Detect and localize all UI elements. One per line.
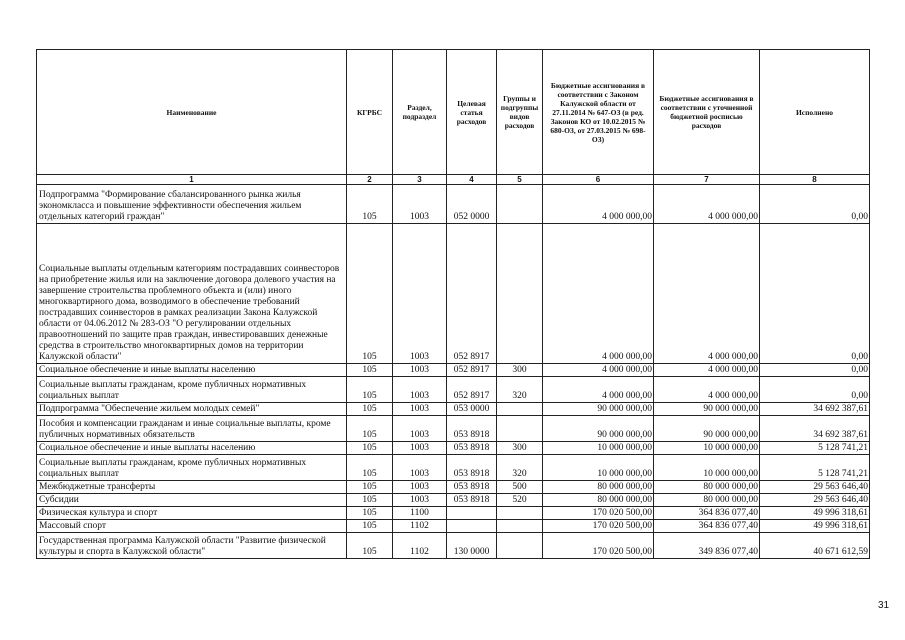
header-groups: Группы и подгруппы видов расходов	[497, 50, 543, 175]
table-row	[37, 481, 870, 494]
row-section: 1003	[393, 185, 447, 224]
row-budget-refined: 90 000 000,00	[654, 403, 760, 416]
row-budget-law: 80 000 000,00	[543, 481, 654, 494]
row-section: 1003	[393, 481, 447, 494]
row-target: 053 8918	[447, 481, 497, 494]
row-kgrbs: 105	[347, 533, 393, 559]
row-group	[497, 185, 543, 224]
row-name: Субсидии	[37, 494, 347, 507]
header-name: Наименование	[37, 50, 347, 175]
row-section: 1003	[393, 455, 447, 481]
row-kgrbs: 105	[347, 185, 393, 224]
table-row	[37, 520, 870, 533]
row-name: Межбюджетные трансферты	[37, 481, 347, 494]
column-number: 6	[543, 175, 654, 185]
column-number-row	[37, 175, 870, 185]
row-group	[497, 520, 543, 533]
row-name: Пособия и компенсации гражданам и иные социальные выплаты, кроме публичных нормативных обязательств	[37, 416, 347, 442]
row-section: 1102	[393, 520, 447, 533]
row-kgrbs: 105	[347, 507, 393, 520]
row-name: Государственная программа Калужской области "Развитие физической культуры и спорта в Калужской области"	[37, 533, 347, 559]
row-section: 1102	[393, 533, 447, 559]
row-executed: 0,00	[760, 364, 870, 377]
row-name: Социальные выплаты гражданам, кроме публичных нормативных социальных выплат	[37, 455, 347, 481]
row-budget-refined: 4 000 000,00	[654, 224, 760, 364]
row-executed: 0,00	[760, 224, 870, 364]
row-group: 320	[497, 377, 543, 403]
table-row	[37, 185, 870, 224]
row-kgrbs: 105	[347, 494, 393, 507]
column-number: 3	[393, 175, 447, 185]
column-number: 4	[447, 175, 497, 185]
row-name: Социальные выплаты отдельным категориям пострадавших соинвесторов на приобретение жилья или на заключение договора долевого участия на завершение строительства проблемного объекта и (или) иного многоквартирного дома, возводимого в обеспечение требований пострадавших соинвесторов в рамках реализации Закона Калужской области от 04.06.2012 № 283-ОЗ "О регулировании отдельных правоотношений по защите прав граждан, инвестировавших денежные средства в строительство многоквартирных домов на территории Калужской области"	[37, 224, 347, 364]
header-budget-law: Бюджетные ассигнования в соответствии с Законом Калужской области от 27.11.2014 № 647-ОЗ (в ред. Законов КО от 10.02.2015 № 680-ОЗ, от 27.03.2015 № 698-ОЗ)	[543, 50, 654, 175]
row-budget-refined: 80 000 000,00	[654, 494, 760, 507]
row-budget-law: 10 000 000,00	[543, 442, 654, 455]
row-kgrbs: 105	[347, 377, 393, 403]
row-budget-law: 90 000 000,00	[543, 403, 654, 416]
row-name: Физическая культура и спорт	[37, 507, 347, 520]
row-executed: 34 692 387,61	[760, 403, 870, 416]
header-kgrbs: КГРБС	[347, 50, 393, 175]
table-row	[37, 403, 870, 416]
row-target: 053 0000	[447, 403, 497, 416]
row-budget-refined: 10 000 000,00	[654, 455, 760, 481]
row-target: 052 0000	[447, 185, 497, 224]
row-budget-law: 170 020 500,00	[543, 507, 654, 520]
row-executed: 29 563 646,40	[760, 481, 870, 494]
row-executed: 5 128 741,21	[760, 455, 870, 481]
header-target: Целевая статья расходов	[447, 50, 497, 175]
row-executed: 34 692 387,61	[760, 416, 870, 442]
row-budget-refined: 4 000 000,00	[654, 377, 760, 403]
row-target: 052 8917	[447, 224, 497, 364]
row-group	[497, 403, 543, 416]
row-kgrbs: 105	[347, 455, 393, 481]
row-section: 1003	[393, 377, 447, 403]
row-group: 520	[497, 494, 543, 507]
table-row	[37, 507, 870, 520]
table-row	[37, 455, 870, 481]
row-executed: 0,00	[760, 185, 870, 224]
row-section: 1003	[393, 364, 447, 377]
row-group: 320	[497, 455, 543, 481]
row-name: Социальное обеспечение и иные выплаты населению	[37, 442, 347, 455]
column-number: 1	[37, 175, 347, 185]
row-budget-law: 4 000 000,00	[543, 364, 654, 377]
row-executed: 49 996 318,61	[760, 507, 870, 520]
row-name: Подпрограмма "Формирование сбалансированного рынка жилья экономкласса и повышение эффективности обеспечения жильем отдельных категорий граждан"	[37, 185, 347, 224]
row-target: 053 8918	[447, 442, 497, 455]
row-executed: 29 563 646,40	[760, 494, 870, 507]
table-row	[37, 224, 870, 364]
row-budget-law: 170 020 500,00	[543, 520, 654, 533]
row-budget-law: 10 000 000,00	[543, 455, 654, 481]
column-number: 5	[497, 175, 543, 185]
row-budget-refined: 349 836 077,40	[654, 533, 760, 559]
row-target: 053 8918	[447, 494, 497, 507]
row-budget-refined: 4 000 000,00	[654, 364, 760, 377]
row-budget-law: 170 020 500,00	[543, 533, 654, 559]
row-section: 1003	[393, 442, 447, 455]
row-budget-law: 4 000 000,00	[543, 377, 654, 403]
row-target: 052 8917	[447, 364, 497, 377]
row-group	[497, 533, 543, 559]
table-row	[37, 364, 870, 377]
row-target: 053 8918	[447, 455, 497, 481]
row-section: 1003	[393, 403, 447, 416]
row-target	[447, 507, 497, 520]
row-group	[497, 507, 543, 520]
row-budget-refined: 4 000 000,00	[654, 185, 760, 224]
row-group	[497, 416, 543, 442]
row-budget-refined: 80 000 000,00	[654, 481, 760, 494]
row-executed: 40 671 612,59	[760, 533, 870, 559]
column-number: 7	[654, 175, 760, 185]
row-kgrbs: 105	[347, 481, 393, 494]
row-executed: 0,00	[760, 377, 870, 403]
row-executed: 49 996 318,61	[760, 520, 870, 533]
header-budget-refined: Бюджетные ассигнования в соответствии с уточненной бюджетной росписью расходов	[654, 50, 760, 175]
row-budget-refined: 364 836 077,40	[654, 507, 760, 520]
row-target: 130 0000	[447, 533, 497, 559]
row-name: Социальные выплаты гражданам, кроме публичных нормативных социальных выплат	[37, 377, 347, 403]
header-section: Раздел, подраздел	[393, 50, 447, 175]
row-section: 1003	[393, 494, 447, 507]
row-kgrbs: 105	[347, 403, 393, 416]
row-kgrbs: 105	[347, 520, 393, 533]
row-budget-law: 90 000 000,00	[543, 416, 654, 442]
column-number: 8	[760, 175, 870, 185]
row-group: 500	[497, 481, 543, 494]
row-group	[497, 224, 543, 364]
header-executed: Исполнено	[760, 50, 870, 175]
row-section: 1100	[393, 507, 447, 520]
table-row	[37, 416, 870, 442]
row-budget-law: 80 000 000,00	[543, 494, 654, 507]
row-group: 300	[497, 442, 543, 455]
row-executed: 5 128 741,21	[760, 442, 870, 455]
table-row	[37, 533, 870, 559]
table-row	[37, 377, 870, 403]
row-name: Подпрограмма "Обеспечение жильем молодых семей"	[37, 403, 347, 416]
row-budget-refined: 364 836 077,40	[654, 520, 760, 533]
budget-execution-table	[36, 49, 870, 559]
table-row	[37, 442, 870, 455]
header-row	[37, 50, 870, 175]
row-budget-law: 4 000 000,00	[543, 185, 654, 224]
row-target	[447, 520, 497, 533]
column-number: 2	[347, 175, 393, 185]
row-name: Массовый спорт	[37, 520, 347, 533]
row-budget-refined: 10 000 000,00	[654, 442, 760, 455]
page-number: 31	[878, 600, 890, 611]
row-kgrbs: 105	[347, 442, 393, 455]
row-budget-refined: 90 000 000,00	[654, 416, 760, 442]
row-kgrbs: 105	[347, 416, 393, 442]
row-kgrbs: 105	[347, 364, 393, 377]
row-name: Социальное обеспечение и иные выплаты населению	[37, 364, 347, 377]
row-budget-law: 4 000 000,00	[543, 224, 654, 364]
row-section: 1003	[393, 416, 447, 442]
table-row	[37, 494, 870, 507]
row-section: 1003	[393, 224, 447, 364]
row-group: 300	[497, 364, 543, 377]
row-target: 052 8917	[447, 377, 497, 403]
row-target: 053 8918	[447, 416, 497, 442]
row-kgrbs: 105	[347, 224, 393, 364]
table-body	[37, 185, 870, 559]
